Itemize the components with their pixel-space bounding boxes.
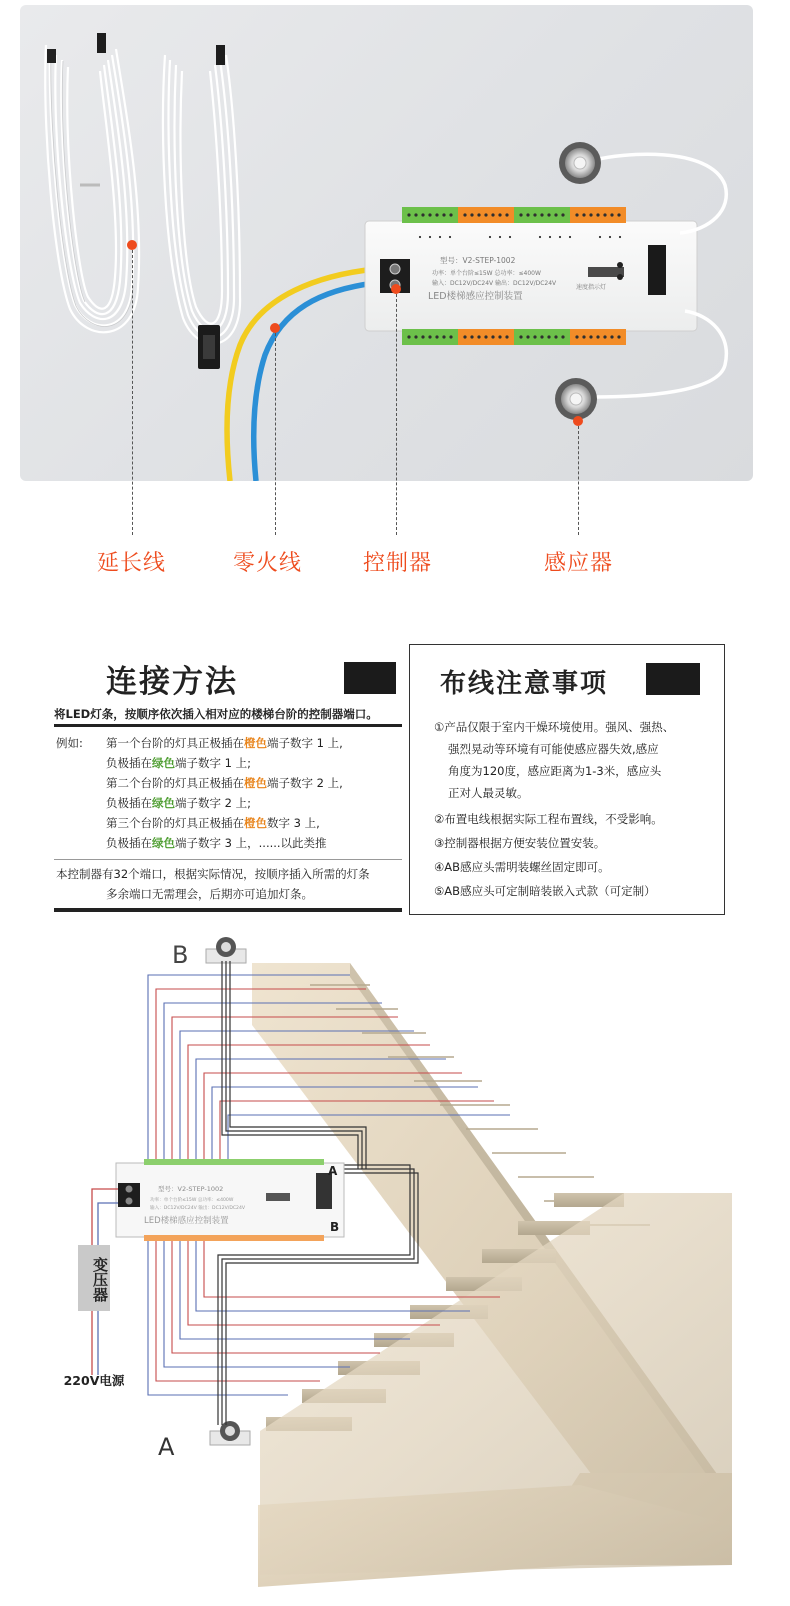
- sensor-port-block: [648, 245, 666, 295]
- connector-black-small: [216, 45, 225, 65]
- sensor-b: [206, 937, 246, 963]
- port-b-label: B: [330, 1220, 340, 1234]
- callout-dot-wire: [270, 323, 280, 333]
- controller-unit: [365, 207, 697, 345]
- sensor-b-label: B: [172, 941, 189, 969]
- port-a-label: A: [328, 1164, 338, 1178]
- port-note-line: 本控制器有32个端口，根据实际情况，按顺序插入所需的灯条: [56, 867, 370, 881]
- callout-line-sensor: [578, 426, 579, 535]
- diagram-controller-power: 功率：单个台阶≤15W 总功率：≤400W: [150, 1198, 234, 1203]
- divider-rule-bottom: [54, 908, 402, 912]
- callout-label-sensor: 感应器: [544, 551, 614, 576]
- title-black-block: [344, 662, 396, 694]
- wiring-notes-title: 布线注意事项: [440, 669, 609, 699]
- callout-line-controller: [396, 294, 397, 535]
- callout-dot-sensor: [573, 416, 583, 426]
- sensor-a: [210, 1421, 250, 1445]
- example-line: 第三个台阶的灯具正极插在橙色数字 3 上,: [106, 816, 320, 830]
- callout-dot-extension: [127, 240, 137, 250]
- yellow-wire: [227, 269, 375, 481]
- controller-name-text: LED楼梯感应控制装置: [428, 291, 523, 302]
- transformer-label: 变压器: [91, 1256, 109, 1302]
- extension-cable-right: [163, 55, 240, 344]
- controller-power-text: 功率：单个台阶≤15W 总功率：≤400W: [432, 270, 541, 277]
- callout-line-wire: [275, 333, 276, 535]
- connector-black-small: [97, 33, 106, 53]
- sensor-bottom: [555, 378, 597, 420]
- power-source-label: 220V电源: [63, 1373, 125, 1388]
- divider-rule: [54, 724, 402, 727]
- wiring-note: ④AB感应头需明装螺丝固定即可。: [434, 860, 610, 874]
- sensor-a-label: A: [158, 1433, 175, 1461]
- divider-rule-thin: [54, 859, 402, 860]
- controller-model-text: 型号：V2-STEP-1002: [440, 256, 516, 265]
- diagram-controller-io: 输入：DC12V/DC24V 输出：DC12V/DC24V: [150, 1206, 246, 1211]
- wiring-note: 角度为120度，感应距离为1-3米，感应头: [448, 764, 662, 778]
- blue-wire: [254, 283, 375, 481]
- callout-label-extension-cable: 延长线: [97, 551, 167, 576]
- wiring-diagram-illustration: [20, 925, 770, 1595]
- connection-method-subtitle: 将LED灯条，按顺序依次插入相对应的楼梯台阶的控制器端口。: [54, 707, 378, 721]
- callout-label-controller: 控制器: [363, 551, 433, 576]
- diagram-controller-model: 型号：V2-STEP-1002: [158, 1185, 224, 1193]
- wiring-note: 正对人最灵敏。: [448, 786, 529, 800]
- wiring-note: ⑤AB感应头可定制暗装嵌入式款（可定制）: [434, 884, 656, 898]
- connection-method-title: 连接方法: [106, 664, 238, 700]
- wiring-note: 强烈晃动等环境有可能使感应器失效,感应: [448, 742, 659, 756]
- lower-stair-flight: [258, 1193, 732, 1587]
- example-line: 负极插在绿色端子数字 2 上;: [106, 796, 252, 810]
- port-note-line: 多余端口无需理会，后期亦可追加灯条。: [106, 887, 313, 901]
- connector-black-small: [47, 49, 56, 63]
- wiring-notes-panel: [409, 644, 725, 915]
- diagram-controller: [116, 1159, 344, 1241]
- diagram-controller-name: LED楼梯感应控制装置: [144, 1216, 229, 1226]
- example-line: 负极插在绿色端子数字 3 上，......以此类推: [106, 836, 327, 850]
- controller-io-text: 输入：DC12V/DC24V 输出：DC12V/DC24V: [432, 280, 557, 287]
- example-line: 负极插在绿色端子数字 1 上;: [106, 756, 252, 770]
- wiring-diagram: [20, 925, 770, 1595]
- callout-dot-controller: [391, 284, 401, 294]
- wiring-note: ①产品仅限于室内干燥环境使用。强风、强热、: [434, 720, 675, 734]
- example-line: 第一个台阶的灯具正极插在橙色端子数字 1 上,: [106, 736, 343, 750]
- controller-indicator-text: 速度指示灯: [576, 284, 607, 291]
- example-line: 第二个台阶的灯具正极插在橙色端子数字 2 上,: [106, 776, 343, 790]
- wiring-note: ②布置电线根据实际工程布置线，不受影响。: [434, 812, 663, 826]
- callout-line-extension: [132, 250, 133, 535]
- sensor-top: [559, 142, 601, 184]
- callout-label-power-wire: 零火线: [233, 551, 303, 576]
- connection-method-panel: [52, 644, 404, 914]
- wiring-note: ③控制器根据方便安装位置安装。: [434, 836, 606, 850]
- example-label: 例如:: [56, 736, 83, 750]
- title-black-block: [646, 663, 700, 695]
- extension-cable-left: [45, 45, 139, 332]
